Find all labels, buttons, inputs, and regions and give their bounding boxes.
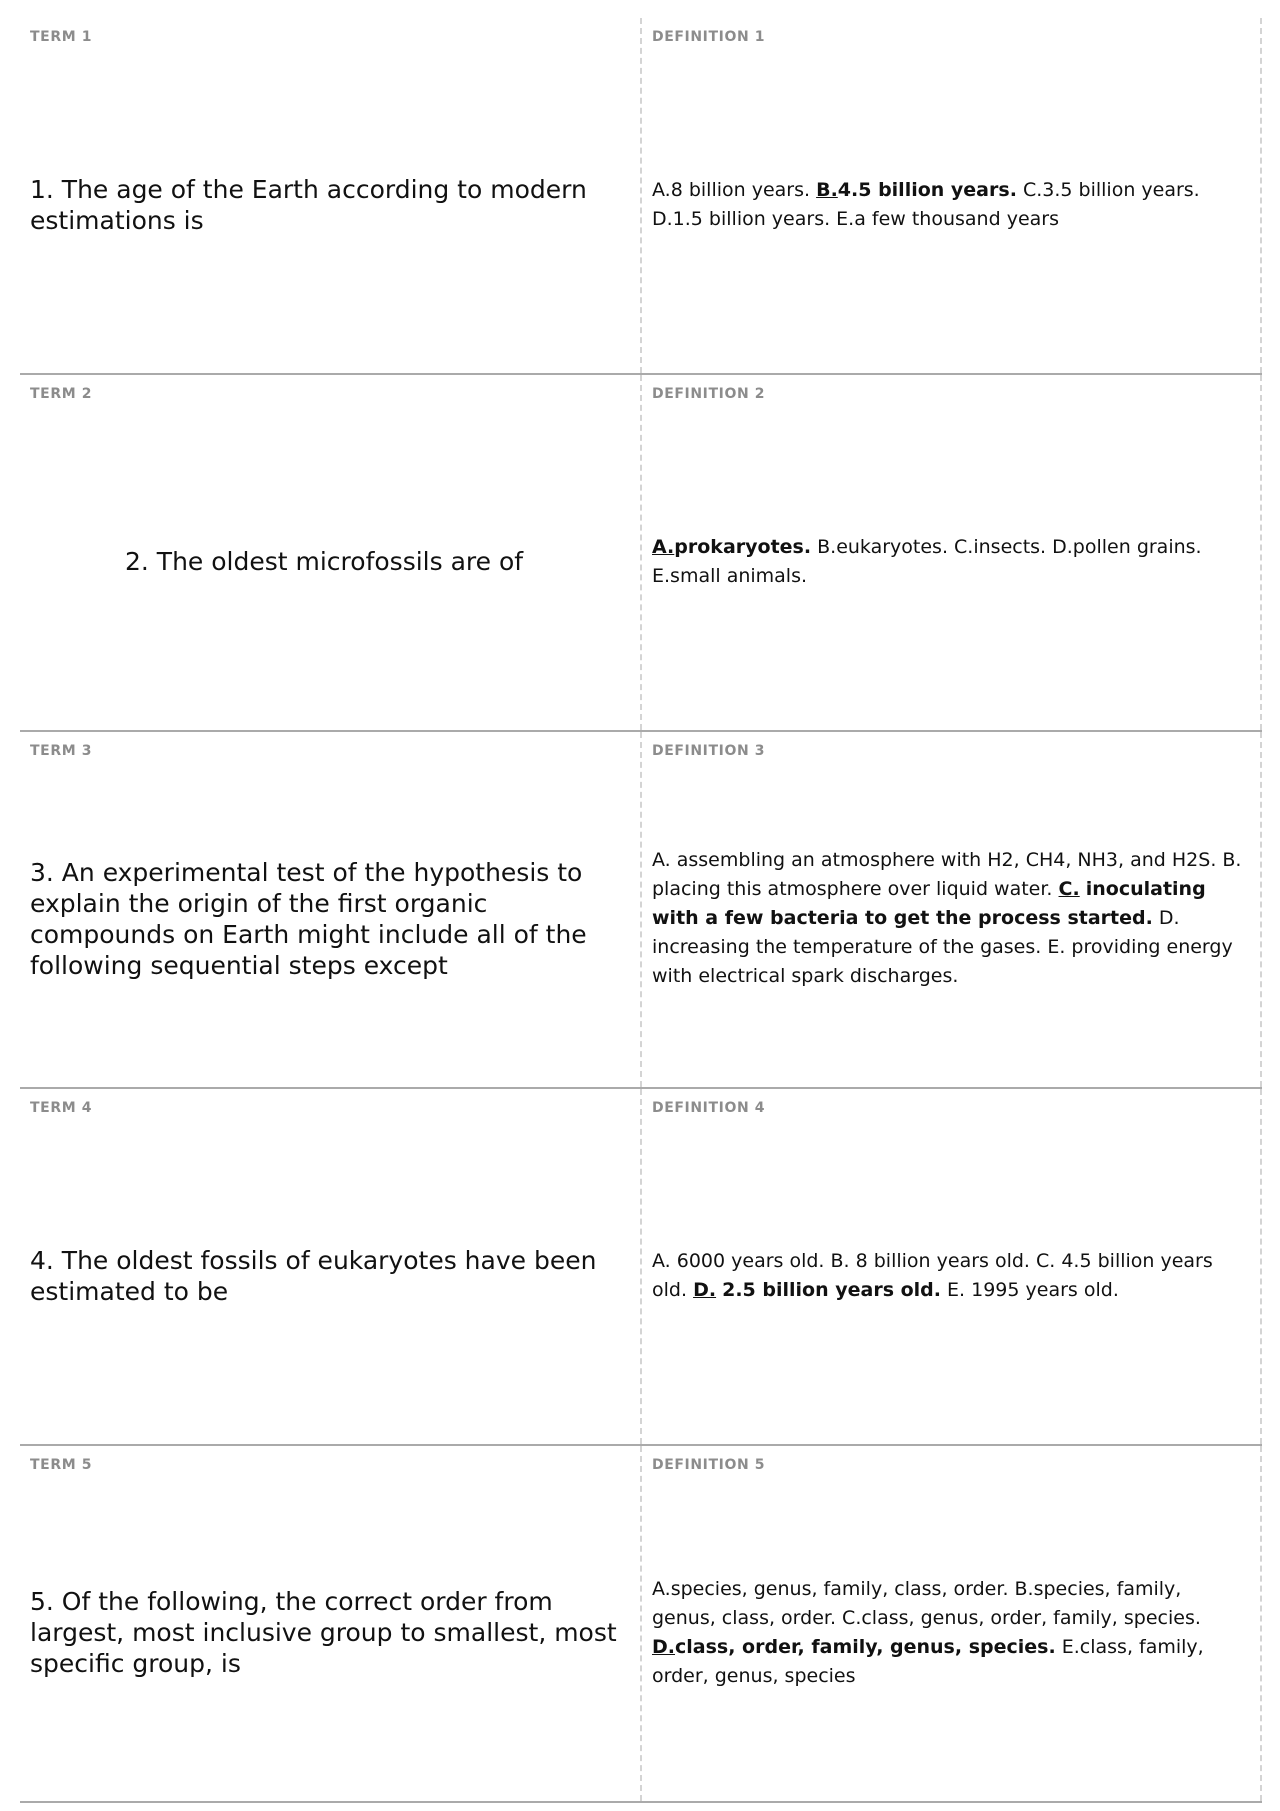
definition-cell [642, 1446, 1262, 1801]
term-label: TERM 2 [30, 386, 93, 402]
term-text: 2. The oldest microfossils are of [125, 547, 524, 576]
options-before: A. assembling an atmosphere with H2, CH4, NH3, and H2S. B. placing this atmosphere over liquid water. [652, 849, 1242, 900]
answer-letter: D. [652, 1635, 675, 1658]
definition-label: DEFINITION 5 [652, 1457, 766, 1473]
definition-text [652, 1575, 1250, 1691]
flashcard-2 [20, 375, 1262, 732]
definition-label: DEFINITION 2 [652, 386, 766, 402]
answer-text: class, order, family, genus, species. [675, 1635, 1056, 1658]
definition-text [652, 846, 1250, 991]
term-cell [20, 375, 642, 730]
flashcard-5 [20, 1446, 1262, 1803]
flashcard-1 [20, 18, 1262, 375]
definition-cell [642, 1089, 1262, 1444]
options-before: A. 6000 years old. B. 8 billion years old. C. 4.5 billion years old. [652, 1249, 1213, 1301]
term-cell [20, 1089, 642, 1444]
flashcard-sheet [20, 18, 1262, 1803]
term-label: TERM 5 [30, 1457, 93, 1473]
definition-cell [642, 732, 1262, 1087]
definition-cell [642, 18, 1262, 373]
options-after: B.eukaryotes. C.insects. D.pollen grains. E.small animals. [652, 535, 1202, 587]
definition-text [652, 176, 1250, 234]
answer-text: 4.5 billion years. [837, 178, 1017, 201]
answer-letter: D. [693, 1278, 717, 1301]
definition-text [652, 1247, 1250, 1305]
term-cell [20, 1446, 642, 1801]
term-label: TERM 1 [30, 29, 93, 45]
term-text: 4. The oldest fossils of eukaryotes have been estimated to be [30, 1245, 597, 1306]
options-before: A.8 billion years. [652, 178, 811, 201]
options-after: E. 1995 years old. [947, 1278, 1119, 1301]
term-cell [20, 18, 642, 373]
term-text: 5. Of the following, the correct order from largest, most inclusive group to smallest, most specific group, is [30, 1587, 617, 1678]
answer-text: prokaryotes. [674, 535, 812, 558]
options-after: E.class, family, order, genus, species [652, 1635, 1204, 1687]
term-label: TERM 4 [30, 1100, 93, 1116]
definition-cell [642, 375, 1262, 730]
flashcard-3 [20, 732, 1262, 1089]
definition-label: DEFINITION 4 [652, 1100, 766, 1116]
options-before: A.species, genus, family, class, order. B.species, family, genus, class, order. C.class, genus, order, family, species. [652, 1577, 1201, 1629]
answer-letter: C. [1058, 878, 1080, 900]
answer-letter: B. [816, 178, 838, 201]
term-label: TERM 3 [30, 743, 93, 759]
definition-label: DEFINITION 1 [652, 29, 766, 45]
options-after: D. increasing the temperature of the gases. E. providing energy with electrical spark discharges. [652, 907, 1233, 987]
definition-text [652, 533, 1250, 591]
term-text: 3. An experimental test of the hypothesis to explain the origin of the first organic compounds on Earth might include all of the following sequential steps except [30, 857, 587, 980]
options-after: C.3.5 billion years. D.1.5 billion years. E.a few thousand years [652, 178, 1200, 230]
answer-text: 2.5 billion years old. [722, 1278, 941, 1301]
answer-letter: A. [652, 535, 675, 558]
term-cell [20, 732, 642, 1087]
answer-text: inoculating with a few bacteria to get the process started. [652, 878, 1206, 929]
definition-label: DEFINITION 3 [652, 743, 766, 759]
term-text: 1. The age of the Earth according to modern estimations is [30, 174, 587, 235]
flashcard-4 [20, 1089, 1262, 1446]
